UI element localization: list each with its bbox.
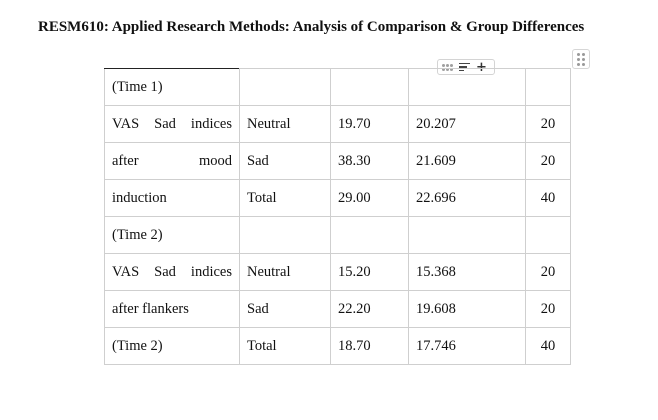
sd-cell[interactable]: 20.207 [409, 106, 526, 143]
table-cell[interactable] [331, 217, 409, 254]
label-word: Sad [154, 263, 176, 280]
n-cell[interactable]: 20 [526, 143, 571, 180]
table-cell[interactable] [105, 106, 240, 143]
table-row [105, 328, 571, 365]
block-drag-handle[interactable] [572, 49, 590, 69]
row-label-line [112, 116, 232, 133]
row-label-line [112, 264, 232, 281]
mean-cell[interactable]: 22.20 [331, 291, 409, 328]
label-word: VAS [112, 115, 140, 132]
table-cell[interactable] [105, 254, 240, 291]
label-word: indices [190, 263, 232, 280]
condition-cell[interactable]: Total [240, 328, 331, 365]
n-cell[interactable]: 40 [526, 328, 571, 365]
table-cell[interactable] [105, 143, 240, 180]
label-word: Sad [154, 115, 176, 132]
table-cell[interactable] [240, 69, 331, 106]
mean-cell[interactable]: 38.30 [331, 143, 409, 180]
table-cell[interactable] [240, 217, 331, 254]
drag-dots-icon [577, 53, 585, 66]
results-table [104, 68, 571, 365]
label-word: mood [198, 152, 232, 169]
table-row [105, 69, 571, 106]
n-cell[interactable]: 20 [526, 254, 571, 291]
sd-cell[interactable]: 22.696 [409, 180, 526, 217]
label-word: VAS [112, 263, 140, 280]
mean-cell[interactable]: 29.00 [331, 180, 409, 217]
table-cell[interactable]: (Time 1) [105, 69, 240, 106]
table-cell[interactable] [409, 69, 526, 106]
table-row [105, 291, 571, 328]
table-cell[interactable] [409, 217, 526, 254]
sd-cell[interactable]: 15.368 [409, 254, 526, 291]
table-cell[interactable] [331, 69, 409, 106]
table-row [105, 106, 571, 143]
n-cell[interactable]: 40 [526, 180, 571, 217]
row-label-line [112, 153, 232, 170]
table-cell[interactable] [526, 217, 571, 254]
table-cell[interactable] [526, 69, 571, 106]
table-cell[interactable]: after flankers [105, 291, 240, 328]
add-row-icon[interactable]: + [476, 59, 487, 75]
table-row [105, 180, 571, 217]
table-row [105, 143, 571, 180]
table-row [105, 217, 571, 254]
label-word: indices [190, 115, 232, 132]
sd-cell[interactable]: 19.608 [409, 291, 526, 328]
table-row [105, 254, 571, 291]
condition-cell[interactable]: Total [240, 180, 331, 217]
label-word: after [112, 152, 139, 169]
condition-cell[interactable]: Neutral [240, 106, 331, 143]
table-cell[interactable]: (Time 2) [105, 217, 240, 254]
condition-cell[interactable]: Sad [240, 291, 331, 328]
mean-cell[interactable]: 19.70 [331, 106, 409, 143]
condition-cell[interactable]: Neutral [240, 254, 331, 291]
table-cell[interactable]: (Time 2) [105, 328, 240, 365]
table-cell[interactable]: induction [105, 180, 240, 217]
sd-cell[interactable]: 17.746 [409, 328, 526, 365]
condition-cell[interactable]: Sad [240, 143, 331, 180]
n-cell[interactable]: 20 [526, 106, 571, 143]
mean-cell[interactable]: 15.20 [331, 254, 409, 291]
sd-cell[interactable]: 21.609 [409, 143, 526, 180]
document-title: RESM610: Applied Research Methods: Analysis of Comparison & Group Differences [38, 19, 585, 35]
mean-cell[interactable]: 18.70 [331, 328, 409, 365]
n-cell[interactable]: 20 [526, 291, 571, 328]
